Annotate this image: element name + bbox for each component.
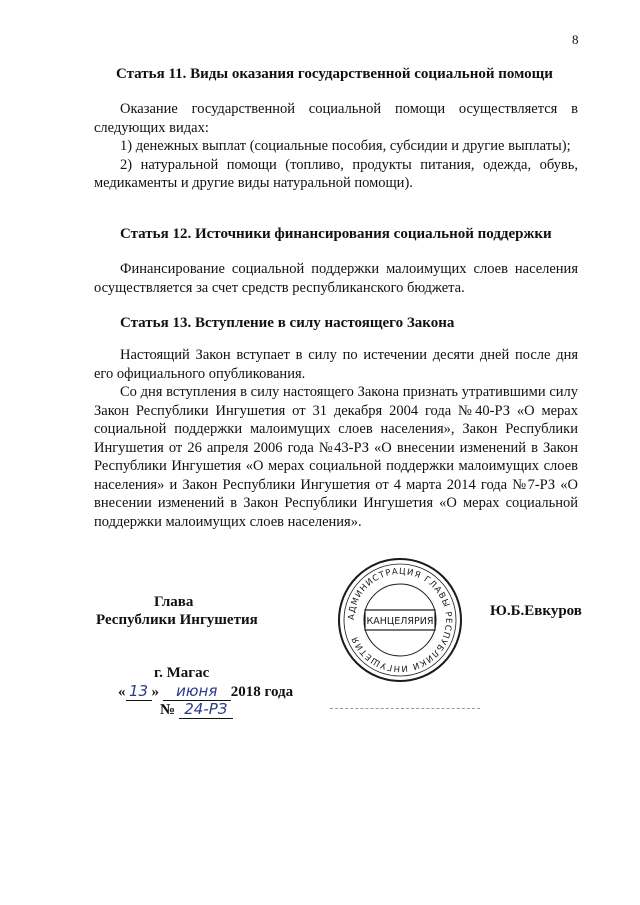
article-13-heading: Статья 13. Вступление в силу настоящего Закона <box>120 315 455 331</box>
law-number-value: 24-РЗ <box>179 700 233 719</box>
law-number-prefix: № <box>160 702 176 718</box>
article-11-item-2: 2) натуральной помощи (топливо, продукты питания, одежда, обувь, медикаменты и другие виды натуральной помощи). <box>94 156 578 191</box>
article-11-body <box>94 100 578 193</box>
date-day: 13 <box>126 682 152 701</box>
date-year: 2018 года <box>230 684 294 700</box>
signatory-name: Ю.Б.Евкуров <box>490 603 582 619</box>
article-13-paragraph-1: Настоящий Закон вступает в силу по истечении десяти дней после дня его официального опубликования. <box>94 347 578 382</box>
article-11-item-1: 1) денежных выплат (социальные пособия, субсидии и другие выплаты); <box>120 138 571 154</box>
official-seal-stamp <box>335 555 465 685</box>
law-number <box>160 700 233 719</box>
signing-date <box>118 682 293 701</box>
date-month: июня <box>163 682 231 701</box>
date-open-quote: « <box>118 684 126 700</box>
place-of-signing: г. Магас <box>154 665 210 681</box>
signatory-title-line-1: Глава <box>154 594 194 610</box>
article-13-paragraph-2: Со дня вступления в силу настоящего Закона признать утратившими силу Закон Республики Ингушетия от 31 декабря 2004 года №40-РЗ «О мерах социальной поддержки малоимущих слоев населения», Закон Республики Ингушетия от 26 апреля 2006 года №43-РЗ «О внесении изменений в Закон Республики Ингушетия «О мерах социальной поддержки малоимущих слоев населения» и Закон Республики Ингушетия от 4 марта 2014 года №7-РЗ «О внесении изменений в Закон Республики Ингушетия «О мерах социальной поддержки малоимущих слоев населения». <box>94 384 578 530</box>
article-11-intro: Оказание государственной социальной помощи осуществляется в следующих видах: <box>94 101 578 136</box>
page-number: 8 <box>572 32 579 47</box>
article-13-body <box>94 346 578 531</box>
article-12-text: Финансирование социальной поддержки малоимущих слоев населения осуществляется за счет средств республиканского бюджета. <box>94 261 578 296</box>
seal-ring-text: АДМИНИСТРАЦИЯ ГЛАВЫ РЕСПУБЛИКИ ИНГУШЕТИЯ <box>346 566 454 674</box>
faint-scan-line <box>330 708 480 709</box>
article-11-heading: Статья 11. Виды оказания государственной социальной помощи <box>116 66 553 82</box>
date-close-quote: » <box>151 684 159 700</box>
signatory-title-line-2: Республики Ингушетия <box>96 612 258 628</box>
seal-center-text: КАНЦЕЛЯРИЯ <box>366 616 434 627</box>
article-12-body <box>94 260 578 297</box>
article-12-heading: Статья 12. Источники финансирования социальной поддержки <box>120 226 552 242</box>
